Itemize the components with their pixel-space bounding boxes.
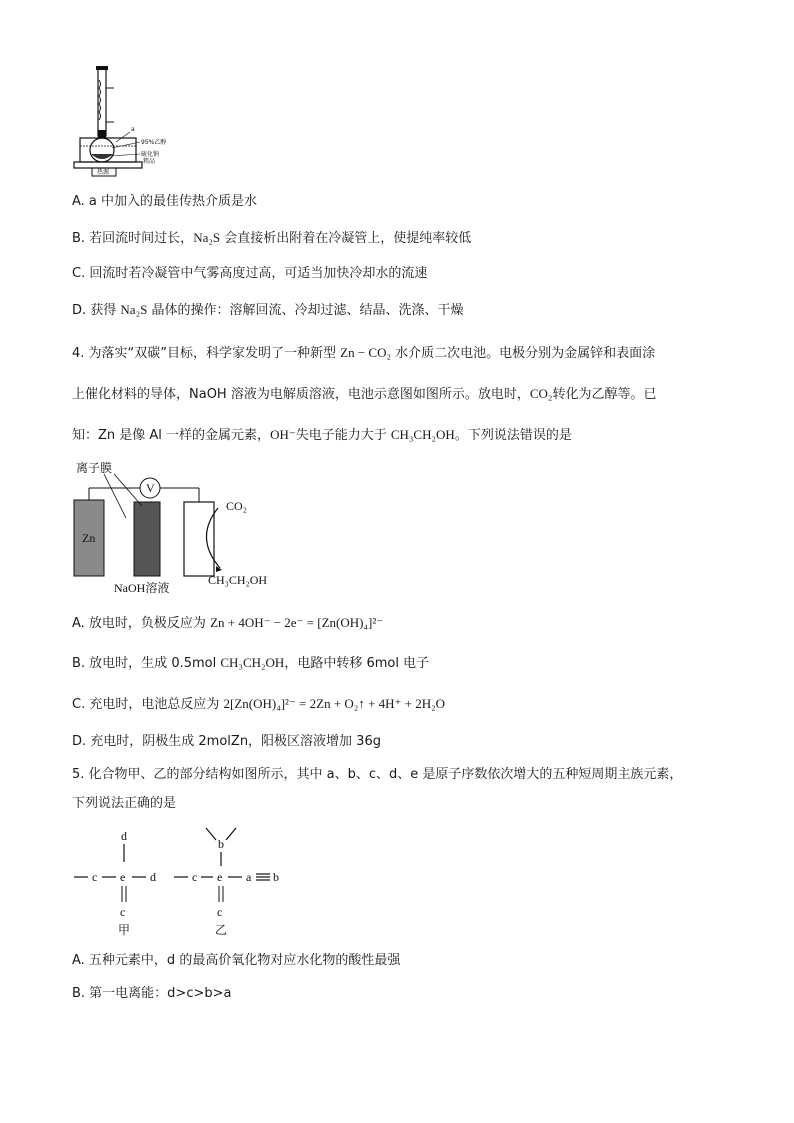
q4-stem-formula-1: Zn − CO₂: [340, 345, 392, 360]
yi-bottom-atom: c: [217, 905, 223, 919]
q4-stem-line2-pre: 上催化材料的导体，NaOH 溶液为电解质溶液，电池示意图如图所示。放电时，: [72, 387, 530, 402]
yi-center-atom: e: [217, 870, 223, 884]
q4-stem-line-3: [72, 426, 572, 445]
label-ethanol: 95%乙醇: [141, 139, 167, 146]
q3-option-c: C. 回流时若冷凝管中气雾高度过高，可适当加快冷却水的流速: [72, 266, 428, 281]
co2-label: CO₂: [226, 499, 247, 513]
q3-option-d: [72, 301, 463, 320]
q3-option-d-post: 晶体的操作：溶解回流、冷却过滤、结晶、洗涤、干燥: [147, 303, 464, 318]
label-sulfide: 硫化钠: [141, 151, 160, 158]
q4-stem-line1-post: 水介质二次电池。电极分别为金属锌和表面涂: [391, 346, 656, 361]
q4-stem-line3-pre: 知：Zn 是像 Al 一样的金属元素，: [72, 428, 271, 443]
q4-stem-formula-2: CO₂: [529, 386, 553, 401]
voltmeter-label: V: [146, 481, 155, 495]
q4-option-c: [72, 695, 445, 714]
q4-stem-line-1: [72, 344, 655, 363]
yi-top-atom: b: [218, 837, 224, 851]
q3-option-b: [72, 229, 471, 248]
jia-top-atom: d: [121, 829, 127, 843]
q4-option-b-formula: CH₃CH₂OH: [220, 655, 285, 670]
membrane-label: 离子膜: [76, 461, 113, 475]
q4-option-b: [72, 654, 429, 673]
product-label: CH₃CH₂OH: [208, 573, 268, 587]
q4-option-a: [72, 614, 383, 633]
q4-option-d: D. 充电时，阴极生成 2molZn，阳极区溶液增加 36g: [72, 734, 381, 749]
label-a: a: [131, 126, 135, 133]
yi-left-atom: c: [192, 870, 198, 884]
q3-option-d-formula: Na₂S: [120, 302, 148, 317]
q3-option-b-formula: Na₂S: [193, 230, 221, 245]
q4-stem-line3-post: 。下列说法错误的是: [454, 428, 572, 443]
q3-option-d-pre: D. 获得: [72, 303, 121, 318]
structure-diagram: [70, 824, 310, 944]
yi-right-atom: b: [273, 870, 279, 884]
yi-mid-atom: a: [246, 870, 252, 884]
jia-bottom-atom: c: [120, 905, 126, 919]
q4-stem-line1-pre: 4. 为落实“双碳”目标，科学家发明了一种新型: [72, 346, 341, 361]
q4-stem-formula-4: CH₃CH₂OH: [390, 427, 455, 442]
q4-option-c-equation: 2[Zn(OH)₄]²⁻ = 2Zn + O₂↑ + 4H⁺ + 2H₂O: [223, 696, 446, 711]
jia-right-atom: d: [150, 870, 156, 884]
q4-option-b-pre: B. 放电时，生成 0.5mol: [72, 656, 221, 671]
label-heat: 热源: [97, 169, 110, 176]
q4-stem-line-2: [72, 385, 656, 404]
q4-stem-line3-mid: 失电子能力大于: [295, 428, 391, 443]
q4-option-b-post: ，电路中转移 6mol 电子: [284, 656, 430, 671]
naoh-label: NaOH溶液: [114, 581, 170, 595]
yi-name: 乙: [215, 923, 228, 937]
jia-name: 甲: [118, 923, 131, 937]
jia-left-atom: c: [92, 870, 98, 884]
q4-option-a-pre: A. 放电时，负极反应为: [72, 616, 211, 631]
q3-option-a: A. a 中加入的最佳传热介质是水: [72, 194, 258, 209]
q4-option-c-pre: C. 充电时，电池总反应为: [72, 697, 224, 712]
jia-center-atom: e: [120, 870, 126, 884]
q4-option-a-equation: Zn + 4OH⁻ − 2e⁻ = [Zn(OH)₄]²⁻: [210, 615, 384, 630]
q5-stem-line-1: 5. 化合物甲、乙的部分结构如图所示，其中 a、b、c、d、e 是原子序数依次增大的五种短周期主族元素，: [72, 767, 683, 782]
q5-option-a: A. 五种元素中，d 的最高价氧化物对应水化物的酸性最强: [72, 953, 401, 968]
zn-label: Zn: [82, 531, 96, 545]
q3-option-b-pre: B. 若回流时间过长，: [72, 231, 194, 246]
battery-diagram: [70, 458, 290, 598]
q5-option-b: B. 第一电离能：d>c>b>a: [72, 986, 232, 1001]
label-crude: 粗品: [143, 158, 156, 165]
reflux-apparatus-figure: [60, 60, 180, 180]
q3-option-b-post: 会直接析出附着在冷凝管上，使提纯率较低: [220, 231, 472, 246]
q5-stem-line-2: 下列说法正确的是: [72, 796, 177, 811]
q4-stem-line2-post: 转化为乙醇等。已: [552, 387, 657, 402]
q4-stem-formula-3: OH⁻: [270, 427, 296, 442]
